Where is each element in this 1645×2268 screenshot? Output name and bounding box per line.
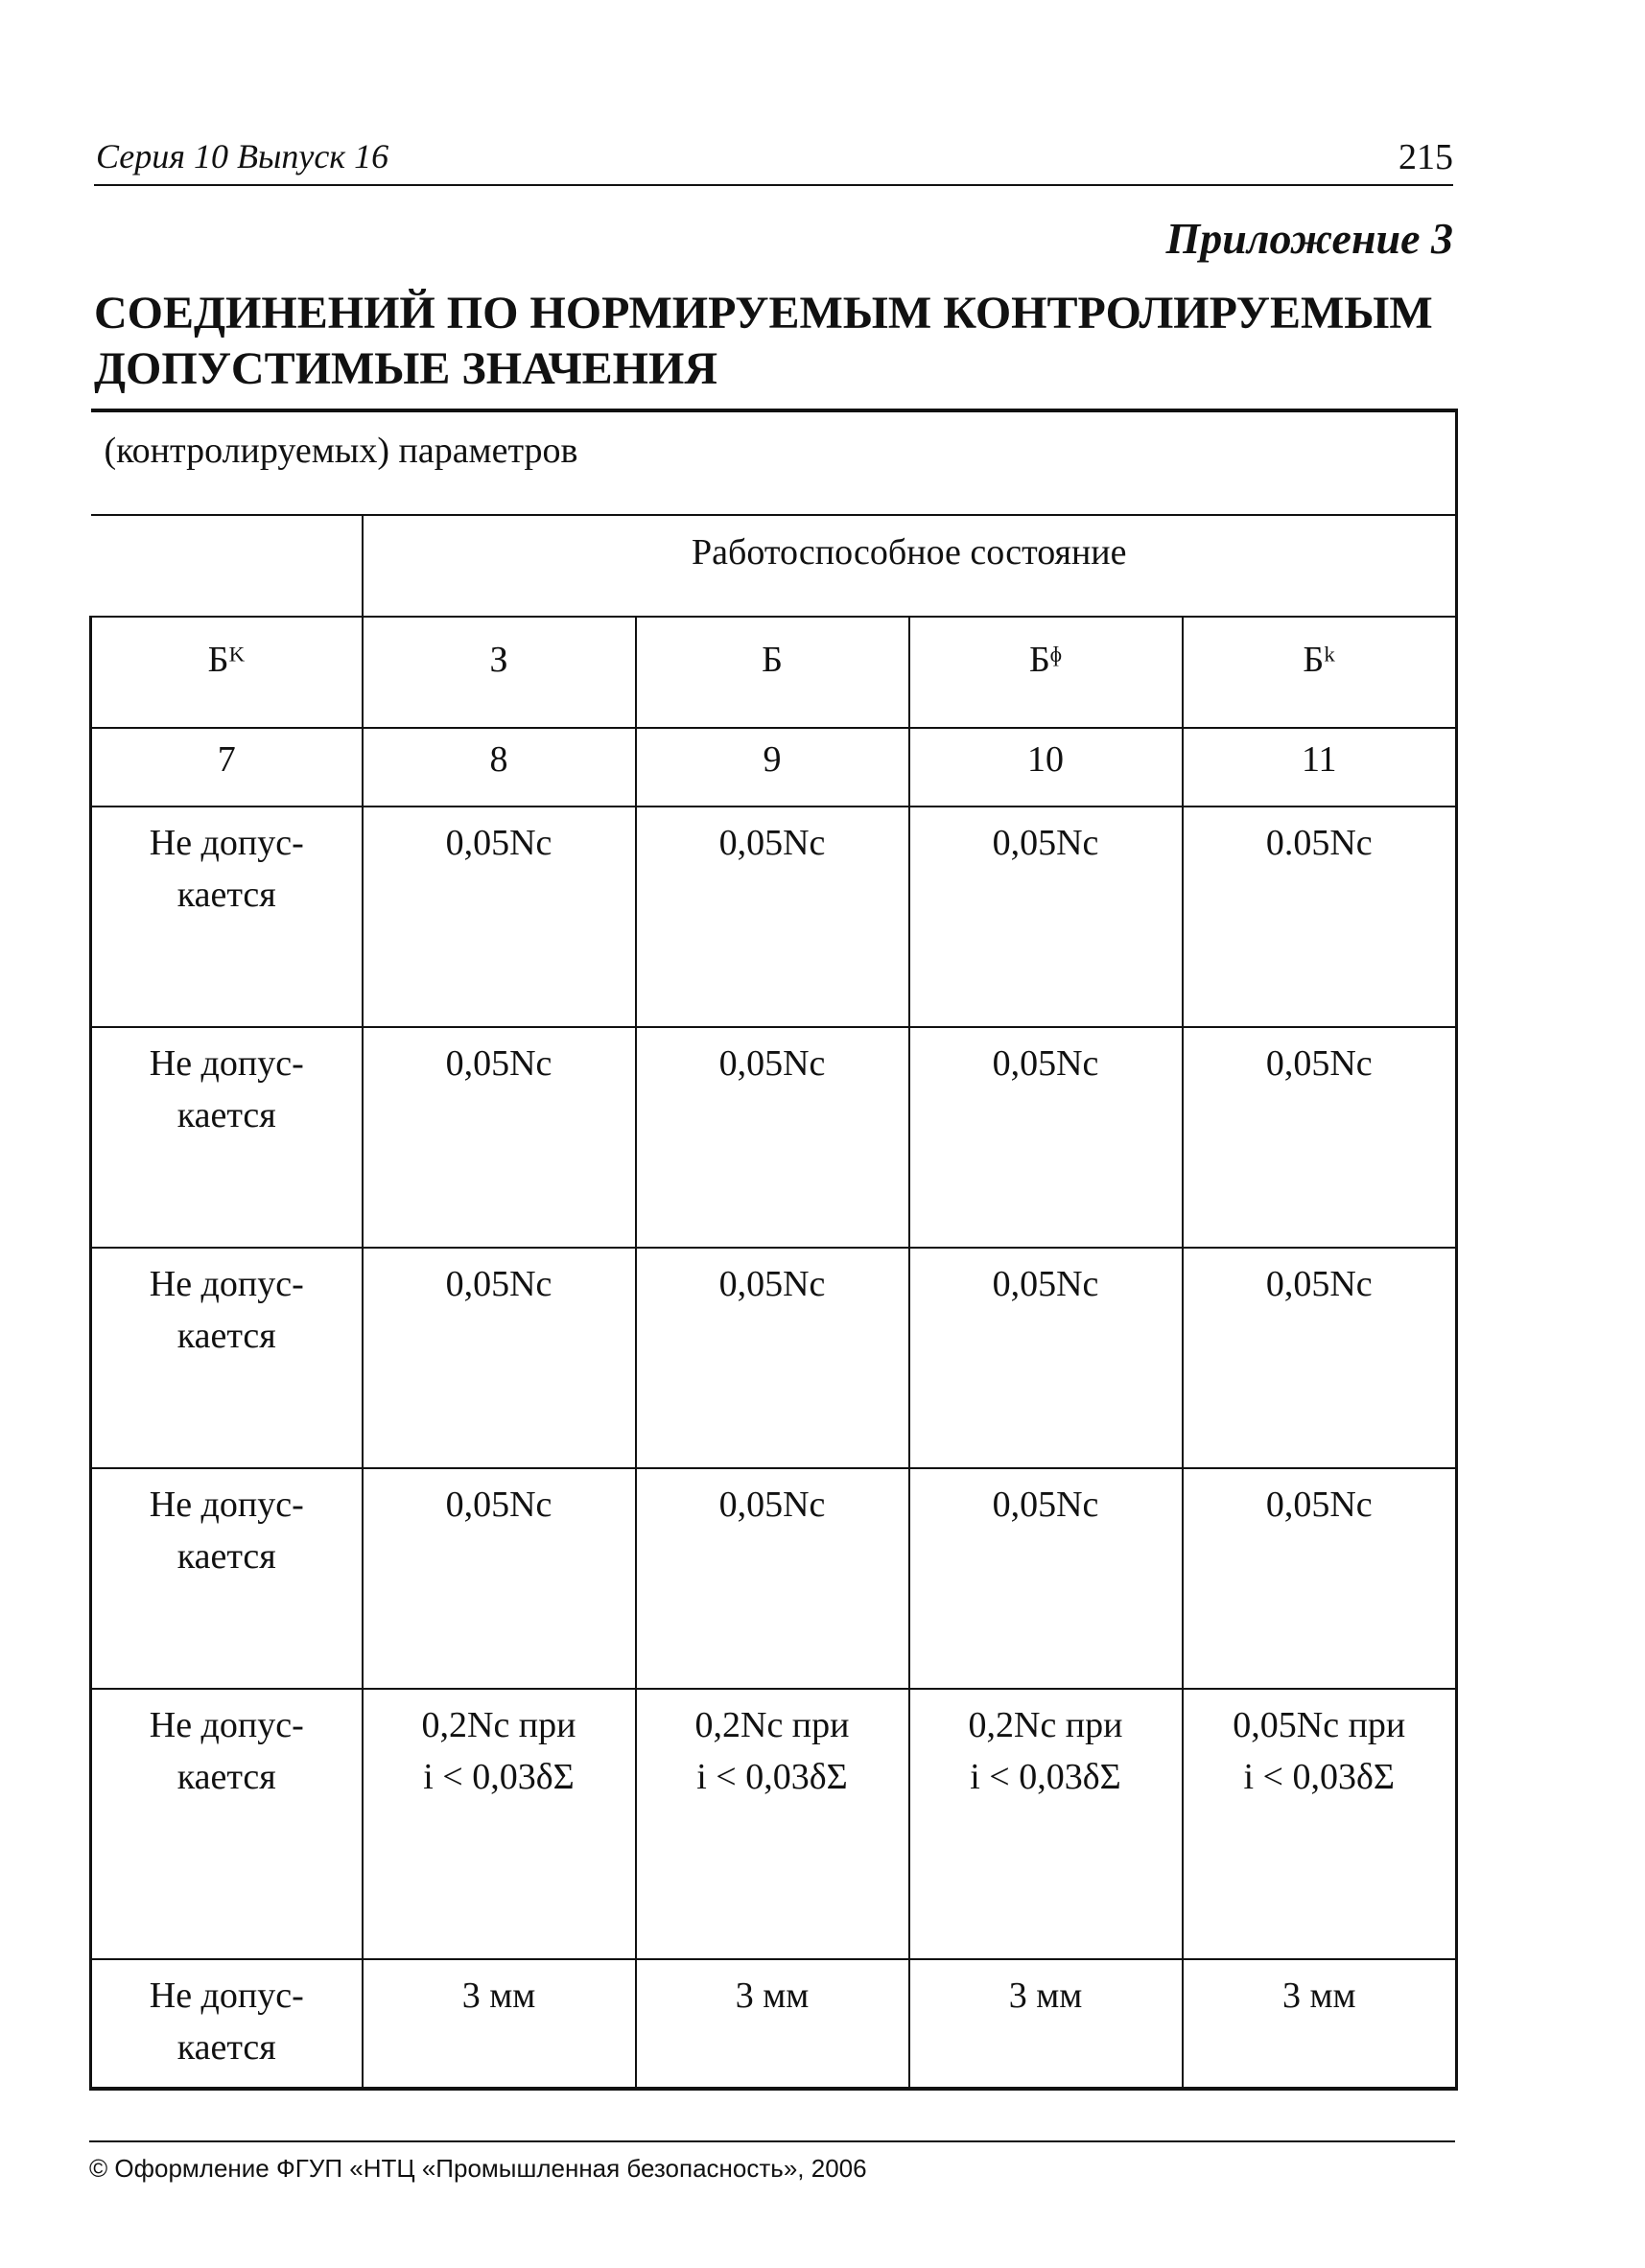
cell-text-line: 0,05Nс (445, 1485, 552, 1525)
table-row (91, 1689, 1457, 1959)
cell-text-line: 0,05Nс (718, 1485, 826, 1525)
value-cell (363, 1468, 636, 1689)
cell-text-line: 0,05Nс (445, 823, 552, 863)
cell-text-line: 0,05Nс (992, 1043, 1099, 1084)
value-cell (909, 1468, 1183, 1689)
class-header-cell: Б (636, 617, 909, 728)
class-header-cell: З (363, 617, 636, 728)
cell-text-line: 0,05Nс (718, 823, 826, 863)
admissibility-cell (91, 1468, 363, 1689)
cell-text-line: кается (176, 2027, 276, 2068)
cell-text-line: 3 мм (461, 1976, 536, 2016)
cell-text-line: кается (176, 875, 276, 915)
page-number: 215 (1398, 137, 1453, 177)
admissibility-cell (91, 1689, 363, 1959)
value-cell (363, 1248, 636, 1468)
footer-divider (89, 2140, 1455, 2142)
value-cell (636, 1027, 909, 1248)
cell-text-line: 0,05Nс (992, 1485, 1099, 1525)
value-cell (636, 1689, 909, 1959)
appendix-label: Приложение 3 (1165, 214, 1453, 263)
value-cell (909, 1689, 1183, 1959)
table-row (91, 1959, 1457, 2089)
class-header-cell: Бᵏ (1183, 617, 1457, 728)
cell-text-line: 0,05Nс (1265, 1043, 1373, 1084)
column-number-cell: 8 (363, 728, 636, 807)
title-line-1: СОЕДИНЕНИЙ ПО НОРМИРУЕМЫМ КОНТРОЛИРУЕМЫМ (94, 288, 1433, 339)
table-row (91, 1248, 1457, 1468)
cell-text-line: 0,05Nс (445, 1043, 552, 1084)
cell-text-line: Не допус- (149, 1705, 304, 1745)
cell-text-line: кается (176, 1757, 276, 1797)
class-header-cell: Бᴷ (91, 617, 363, 728)
value-cell (1183, 1959, 1457, 2089)
cell-text-line: кается (176, 1536, 276, 1577)
value-cell (1183, 1468, 1457, 1689)
cell-text-line: 0,05Nс (992, 823, 1099, 863)
value-cell (363, 1959, 636, 2089)
value-cell (636, 807, 909, 1027)
cell-text-line: Не допус- (149, 1976, 304, 2016)
value-cell (636, 1468, 909, 1689)
table-row (91, 807, 1457, 1027)
value-cell (363, 1027, 636, 1248)
class-header-row (91, 617, 1457, 728)
cell-text-line: 0,05Nс (1265, 1485, 1373, 1525)
value-cell (636, 1248, 909, 1468)
header-divider (94, 184, 1453, 186)
cell-text-line: i < 0,03δΣ (423, 1757, 575, 1797)
table-title-row (91, 410, 1457, 515)
cell-text-line: 3 мм (1281, 1976, 1356, 2016)
value-cell (909, 1248, 1183, 1468)
cell-text-line: 0,05Nс (718, 1264, 826, 1304)
parameters-table (89, 409, 1458, 2091)
column-number-cell: 11 (1183, 728, 1457, 807)
cell-text-line: 0,05Nс (992, 1264, 1099, 1304)
value-cell (363, 1689, 636, 1959)
cell-text-line: i < 0,03δΣ (970, 1757, 1121, 1797)
value-cell (363, 807, 636, 1027)
table-title-cell: (контролируемых) параметров (91, 410, 1457, 515)
cell-text-line: Не допус- (149, 1485, 304, 1525)
column-number-row (91, 728, 1457, 807)
empty-header-cell (91, 515, 363, 617)
value-cell (1183, 1248, 1457, 1468)
footer-copyright: © Оформление ФГУП «НТЦ «Промышленная безопасность», 2006 (89, 2154, 867, 2183)
cell-text-line: i < 0,03δΣ (1243, 1757, 1396, 1797)
cell-text-line: Не допус- (149, 1043, 304, 1084)
cell-text-line: 3 мм (1008, 1976, 1083, 2016)
value-cell (909, 807, 1183, 1027)
document-title (94, 286, 1456, 397)
table-row (91, 1468, 1457, 1689)
cell-text-line: 0.05Nс (1265, 823, 1373, 863)
cell-text-line: Не допус- (149, 823, 304, 863)
value-cell (1183, 807, 1457, 1027)
column-number-cell: 7 (91, 728, 363, 807)
cell-text-line: 3 мм (735, 1976, 810, 2016)
cell-text-line: кается (176, 1316, 276, 1356)
column-number-cell: 9 (636, 728, 909, 807)
value-cell (909, 1027, 1183, 1248)
value-cell (1183, 1027, 1457, 1248)
admissibility-cell (91, 1959, 363, 2089)
value-cell (909, 1959, 1183, 2089)
admissibility-cell (91, 1248, 363, 1468)
cell-text-line: 0,05Nс при (1233, 1705, 1406, 1745)
cell-text-line: кается (176, 1095, 276, 1135)
cell-text-line: 0,2Nс при (421, 1705, 576, 1745)
cell-text-line: 0,2Nс при (694, 1705, 850, 1745)
cell-text-line: 0,05Nс (718, 1043, 826, 1084)
state-header-row (91, 515, 1457, 617)
class-header-cell: Бᶲ (909, 617, 1183, 728)
state-header-cell: Работоспособное состояние (363, 515, 1457, 617)
column-number-cell: 10 (909, 728, 1183, 807)
cell-text-line: 0,05Nс (445, 1264, 552, 1304)
value-cell (636, 1959, 909, 2089)
series-issue-label: Серия 10 Выпуск 16 (96, 137, 389, 175)
admissibility-cell (91, 807, 363, 1027)
admissibility-cell (91, 1027, 363, 1248)
cell-text-line: Не допус- (149, 1264, 304, 1304)
title-line-2: ДОПУСТИМЫЕ ЗНАЧЕНИЯ (94, 343, 718, 394)
cell-text-line: i < 0,03δΣ (696, 1757, 848, 1797)
cell-text-line: 0,05Nс (1265, 1264, 1373, 1304)
table-row (91, 1027, 1457, 1248)
value-cell (1183, 1689, 1457, 1959)
cell-text-line: 0,2Nс при (968, 1705, 1123, 1745)
